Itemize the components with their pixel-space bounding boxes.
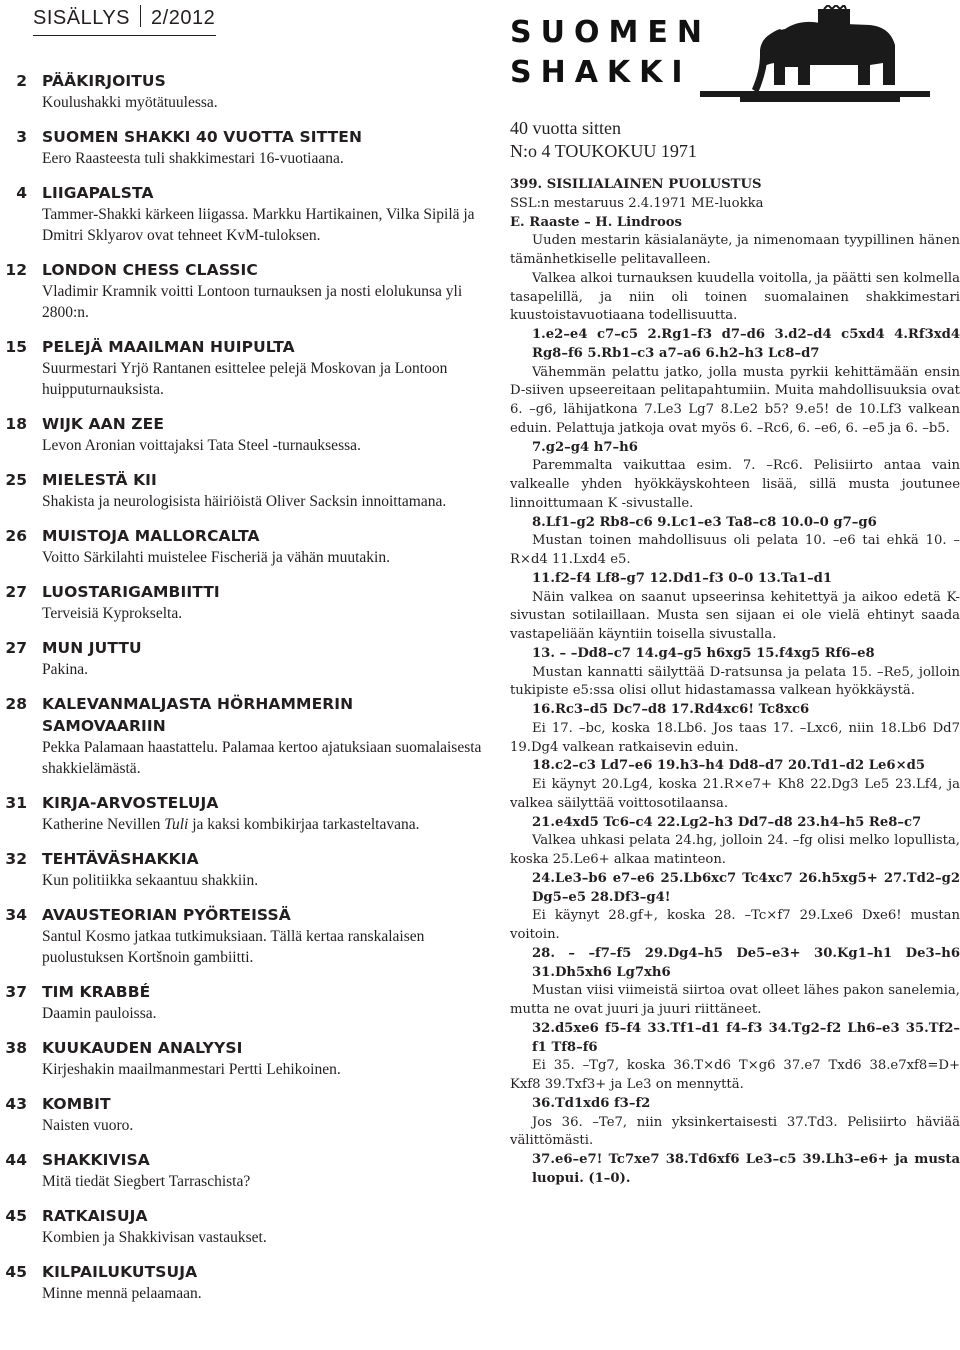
page-number: 44 (5, 1151, 27, 1169)
toc-entry (0, 1093, 482, 1136)
toc-description-text: ja kaksi kombikirjaa tarkasteltavana. (188, 816, 420, 833)
toc-entry-title: KOMBIT (42, 1095, 111, 1113)
table-of-contents (0, 70, 482, 1317)
toc-entry (0, 469, 482, 512)
toc-entry (0, 581, 482, 624)
game-moves: 37.e6–e7! Tc7xe7 38.Td6xf6 Le3–c5 39.Lh3–e6+ ja musta luopui. (1–0). (532, 1152, 960, 1186)
game-commentary: Jos 36. –Te7, niin yksinkertaisesti 37.Td3. Pelisiirto häviää välittömästi. (510, 1114, 960, 1149)
game-commentary: Ei 17. –bc, koska 18.Lb6. Jos taas 17. –Lxc6, niin 18.Lb6 Dd7 19.Dg4 valkean ratkaisevin eduin. (510, 720, 960, 755)
toc-entry-title: TEHTÄVÄSHAKKIA (42, 850, 199, 868)
game-commentary: Vähemmän pelattu jatko, jolla musta pyrkii kehittämään ensin D-siiven upseereitaan pelitapahtumiin. Muita mahdollisuuksia ovat 6. –g6, lähijatkona 7.Le3 Lg7 8.Le2 b5? 9.e5! de 10.Lf3 valkean eduin. Pelattuja jatkoja ovat myös 6. –Rc6, 6. –e6, 6. –e5 ja 6. –b5. (510, 364, 960, 436)
toc-entry (0, 792, 482, 835)
toc-entry (0, 70, 482, 113)
page-number: 27 (5, 639, 27, 657)
toc-entry (0, 981, 482, 1024)
toc-entry-title: SHAKKIVISA (42, 1151, 150, 1169)
page-number: 34 (5, 906, 27, 924)
header-divider (140, 5, 141, 27)
game-commentary: Näin valkea on saanut upseerinsa kehitettyä ja aikoo edetä K-sivustan sotilaillaan. Musta sen sijaan ei ole vielä ehtinyt saada vastapeliään käyntiin toisella sivustalla. (510, 589, 960, 642)
game-moves: 7.g2–g4 h7–h6 (532, 439, 638, 455)
toc-entry (0, 1261, 482, 1304)
game-moves: 13. – –Dd8–c7 14.g4–g5 h6xg5 15.f4xg5 Rf6–e8 (532, 645, 875, 661)
page-number: 25 (5, 471, 27, 489)
toc-description-text: Katherine Nevillen (42, 816, 165, 833)
toc-entry-description: Koulushakki myötätuulessa. (42, 94, 218, 111)
toc-entry (0, 1037, 482, 1080)
page-number: 45 (5, 1207, 27, 1225)
toc-entry-description: Santul Kosmo jatkaa tutkimuksiaan. Tällä kertaa ranskalaisen puolustuksen Kortšnoin gambiitti. (42, 928, 425, 966)
game-moves: 16.Rc3–d5 Dc7–d8 17.Rd4xc6! Tc8xc6 (532, 702, 810, 717)
toc-entry (0, 848, 482, 891)
game-moves: 24.Le3–b6 e7–e6 25.Lb6xc7 Tc4xc7 26.h5xg5+ 27.Td2–g2 Dg5–e5 28.Df3–g4! (532, 870, 960, 905)
toc-entry-title: LUOSTARIGAMBIITTI (42, 583, 220, 601)
chess-game-article (510, 176, 960, 1189)
retro-heading (510, 117, 697, 163)
toc-entry-description: Shakista ja neurologisista häiriöistä Oliver Sacksin innoittamana. (42, 493, 447, 510)
toc-entry-title: LIIGAPALSTA (42, 184, 154, 202)
toc-entry-description: Levon Aronian voittajaksi Tata Steel -turnauksessa. (42, 437, 361, 454)
game-moves: 8.Lf1–g2 Rb8–c6 9.Lc1–e3 Ta8–c8 10.0–0 g7–g6 (532, 514, 877, 530)
game-commentary: Mustan kannatti säilyttää D-ratsunsa ja pelata 15. –Re5, jolloin tukipiste e5:ssa olisi ollut hidastamassa valkean hyökkäystä. (510, 664, 960, 699)
game-heading: 399. SISILIALAINEN PUOLUSTUS (510, 177, 762, 192)
toc-entry-description: Voitto Särkilahti muistelee Fischeriä ja vähän muutakin. (42, 549, 390, 566)
toc-entry (0, 1205, 482, 1248)
page-number: 38 (5, 1039, 27, 1057)
game-commentary: Paremmalta vaikuttaa esim. 7. –Rc6. Pelisiirto antaa vain valkealle yhden hyökkäyskohteen lisää, sillä musta joutunee linnoittumaan K -sivustalle. (510, 458, 960, 511)
toc-entry-description: Kun politiikka sekaantuu shakkiin. (42, 872, 259, 889)
page-number: 4 (16, 184, 27, 202)
toc-entry-title: KUUKAUDEN ANALYYSI (42, 1039, 243, 1057)
toc-entry-title: MUISTOJA MALLORCALTA (42, 527, 260, 545)
toc-entry-title: RATKAISUJA (42, 1207, 148, 1225)
toc-entry-title: PÄÄKIRJOITUS (42, 72, 166, 90)
toc-entry (0, 693, 482, 779)
game-event: SSL:n mestaruus 2.4.1971 ME-luokka (510, 195, 764, 211)
page-number: 43 (5, 1095, 27, 1113)
toc-entry-description (42, 814, 482, 835)
toc-entry-description: Eero Raasteesta tuli shakkimestari 16-vuotiaana. (42, 150, 344, 167)
game-commentary: Ei käynyt 28.gf+, koska 28. –Tc×f7 29.Lxe6 Dxe6! mustan voitoin. (510, 908, 960, 942)
toc-entry (0, 259, 482, 323)
toc-entry (0, 637, 482, 680)
toc-entry (0, 1149, 482, 1192)
game-moves: 28. – –f7–f5 29.Dg4–h5 De5–e3+ 30.Kg1–h1 De3–h6 31.Dh5xh6 Lg7xh6 (532, 945, 960, 980)
toc-entry-title: WIJK AAN ZEE (42, 415, 165, 433)
toc-entry-title: KILPAILUKUTSUJA (42, 1263, 198, 1281)
game-commentary: Valkea uhkasi pelata 24.hg, jolloin 24. –fg olisi melko lopullista, koska 25.Le6+ alkaa matinteon. (510, 833, 960, 867)
game-commentary: Valkea alkoi turnauksen kuudella voitolla, ja päätti sen kolmella tasapelillä, ja niin oli toinen suomalainen shakkimestari kuustoistavuotiaana todellisuutta. (510, 270, 960, 324)
toc-entry (0, 904, 482, 968)
page-number: 15 (5, 338, 27, 356)
toc-entry-description: Mitä tiedät Siegbert Tarraschista? (42, 1173, 251, 1190)
toc-entry-description: Vladimir Kramnik voitti Lontoon turnauksen ja nosti elolukunsa yli 2800:n. (42, 283, 463, 321)
toc-entry-description: Naisten vuoro. (42, 1117, 134, 1134)
toc-entry-title: MIELESTÄ KII (42, 471, 157, 489)
logo-line-1: SUOMEN (510, 15, 711, 50)
page-number: 28 (5, 695, 27, 713)
page-number: 12 (5, 261, 27, 279)
toc-entry-description: Daamin pauloissa. (42, 1005, 157, 1022)
toc-entry (0, 126, 482, 169)
section-title: SISÄLLYS (33, 7, 131, 29)
game-moves: 18.c2–c3 Ld7–e6 19.h3–h4 Dd8–d7 20.Td1–d2 Le6×d5 (532, 758, 926, 774)
page-number: 45 (5, 1263, 27, 1281)
toc-entry-title: PELEJÄ MAAILMAN HUIPULTA (42, 338, 295, 356)
page-number: 26 (5, 527, 27, 545)
toc-entry (0, 182, 482, 246)
toc-entry-description: Tammer-Shakki kärkeen liigassa. Markku Hartikainen, Vilka Sipilä ja Dmitri Sklyarov ovat tehneet KvM-tuloksen. (42, 206, 475, 244)
toc-entry-title: AVAUSTEORIAN PYÖRTEISSÄ (42, 906, 291, 924)
toc-entry-title: MUN JUTTU (42, 639, 142, 657)
game-commentary: Ei 35. –Tg7, koska 36.T×d6 T×g6 37.e7 Txd6 38.e7xf8=D+ Kxf8 39.Txf3+ ja Le3 on mennyttä. (510, 1058, 960, 1092)
game-commentary: Mustan viisi viimeistä siirtoa ovat olleet lähes pakon sanelemia, mutta ne ovat juuri ja juuri riittäneet. (510, 983, 960, 1017)
toc-entry-title: LONDON CHESS CLASSIC (42, 261, 258, 279)
toc-entry-title: SUOMEN SHAKKI 40 VUOTTA SITTEN (42, 128, 363, 146)
toc-entry-description: Terveisiä Kyprokselta. (42, 605, 183, 622)
retro-line-2: N:o 4 TOUKOKUU 1971 (510, 141, 697, 161)
page-number: 2 (16, 72, 27, 90)
toc-entry (0, 525, 482, 568)
game-commentary: Mustan toinen mahdollisuus oli pelata 10. –e6 tai ehkä 10. –R×d4 11.Lxd4 e5. (510, 533, 960, 567)
page-number: 18 (5, 415, 27, 433)
page-number: 27 (5, 583, 27, 601)
game-commentary: Ei käynyt 20.Lg4, koska 21.R×e7+ Kh8 22.Dg3 Le5 23.Lf4, ja valkea säilyttää voittosotilaansa. (510, 777, 960, 811)
section-header (33, 5, 216, 36)
page-number: 3 (16, 128, 27, 146)
issue-number: 2/2012 (151, 7, 216, 29)
game-moves: 36.Td1xd6 f3–f2 (532, 1095, 651, 1111)
game-commentary: Uuden mestarin käsialanäyte, ja nimenomaan tyypillinen hänen tämänhetkiselle pelitavalleen. (510, 233, 960, 267)
game-moves: 11.f2–f4 Lf8–g7 12.Dd1–f3 0–0 13.Ta1–d1 (532, 570, 833, 586)
retro-line-1: 40 vuotta sitten (510, 118, 621, 138)
toc-entry (0, 336, 482, 400)
toc-entry-description: Minne mennä pelaamaan. (42, 1285, 202, 1302)
toc-entry-description: Kombien ja Shakkivisan vastaukset. (42, 1229, 267, 1246)
page-number: 32 (5, 850, 27, 868)
toc-entry-description: Kirjeshakin maailmanmestari Pertti Lehikoinen. (42, 1061, 341, 1078)
page-number: 37 (5, 983, 27, 1001)
toc-entry (0, 413, 482, 456)
game-moves: 1.e2–e4 c7–c5 2.Rg1–f3 d7–d6 3.d2–d4 c5xd4 4.Rf3xd4 Rg8–f6 5.Rb1–c3 a7–a6 6.h2–h3 Lc8–d7 (532, 327, 960, 361)
game-heading: E. Raaste – H. Lindroos (510, 214, 682, 230)
page-number: 31 (5, 794, 27, 812)
game-moves: 32.d5xe6 f5–f4 33.Tf1–d1 f4–f3 34.Tg2–f2 Lh6–e3 35.Tf2–f1 Tf8–f6 (532, 1020, 960, 1055)
toc-entry-description: Suurmestari Yrjö Rantanen esittelee pelejä Moskovan ja Lontoon huipputurnauksista. (42, 360, 448, 398)
game-moves: 21.e4xd5 Tc6–c4 22.Lg2–h3 Dd7–d8 23.h4–h5 Re8–c7 (532, 814, 922, 830)
book-title: Tuli (164, 816, 189, 833)
magazine-logo (510, 5, 950, 105)
toc-entry-title: KIRJA-ARVOSTELUJA (42, 794, 219, 812)
toc-entry-description: Pakina. (42, 661, 89, 678)
toc-entry-title: KALEVANMALJASTA HÖRHAMMERIN SAMOVAARIIN (42, 695, 354, 735)
logo-line-2: SHAKKI (510, 55, 692, 90)
toc-entry-description: Pekka Palamaan haastattelu. Palamaa kertoo ajatuksiaan suomalaisesta shakkielämästä. (42, 739, 482, 777)
toc-entry-title: TIM KRABBÉ (42, 983, 151, 1001)
elephant-icon (700, 5, 930, 105)
